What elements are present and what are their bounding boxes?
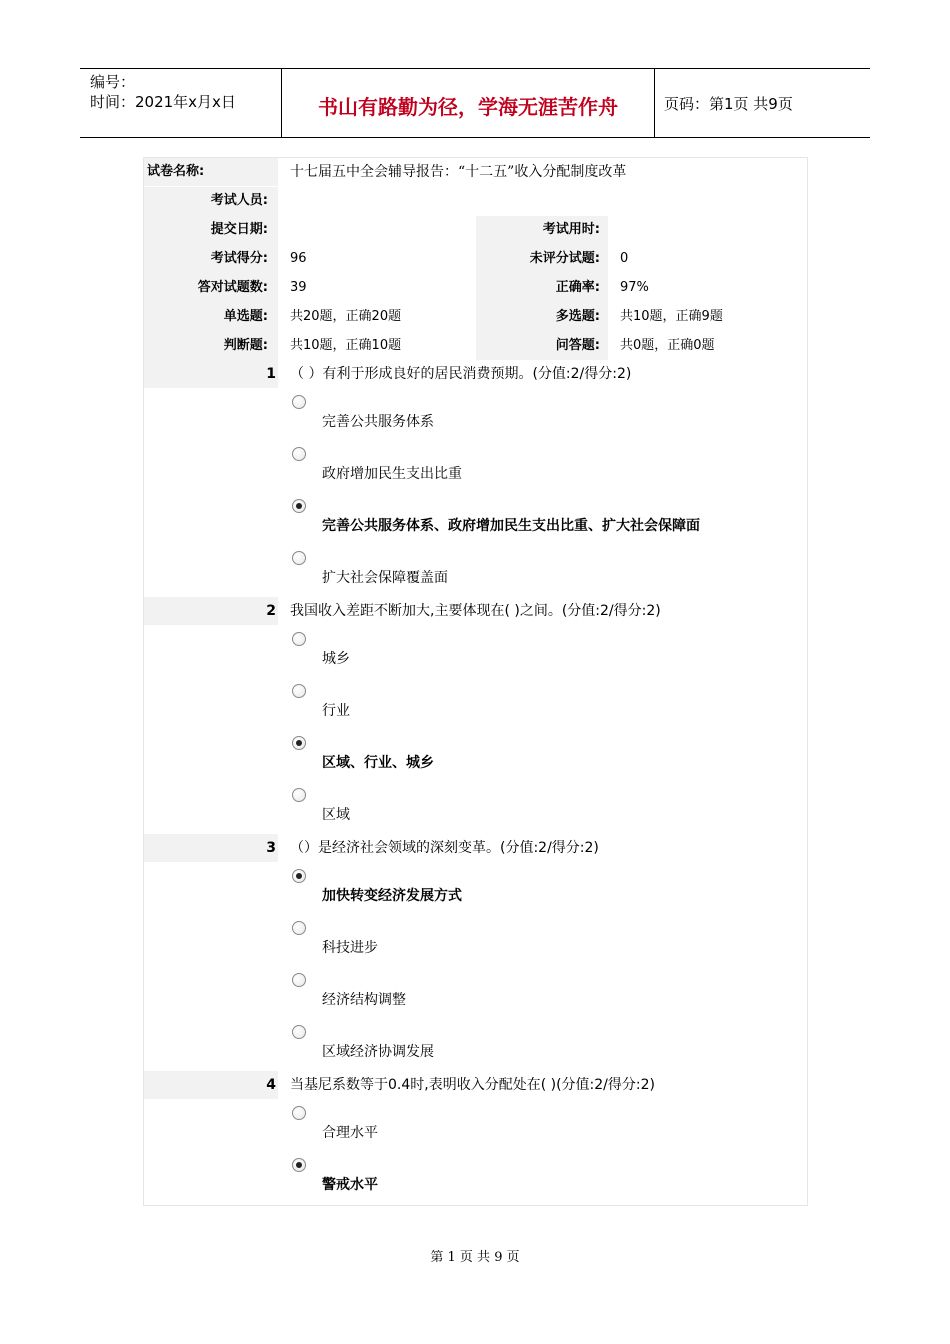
radio-button[interactable] (292, 788, 306, 802)
radio-button-selected[interactable] (292, 736, 306, 750)
option-label: 政府增加民生支出比重 (322, 466, 462, 482)
radio-button[interactable] (292, 1106, 306, 1120)
option-label: 城乡 (322, 651, 350, 667)
option-label: 经济结构调整 (322, 992, 406, 1008)
header-motto-cell (282, 69, 655, 137)
option-label: 扩大社会保障覆盖面 (322, 570, 448, 586)
qa-label: 问答题: (555, 338, 600, 353)
question-number: 1 (266, 366, 276, 382)
accuracy-value: 97% (620, 280, 649, 295)
radio-button[interactable] (292, 632, 306, 646)
score-value: 96 (290, 251, 307, 266)
correct-count-label: 答对试题数: (197, 280, 268, 295)
option-label: 科技进步 (322, 940, 378, 956)
correct-count-value: 39 (290, 280, 307, 295)
radio-button[interactable] (292, 551, 306, 565)
question-text: 当基尼系数等于0.4时,表明收入分配处在( )(分值:2/得分:2) (290, 1077, 655, 1093)
page-footer: 第 1 页 共 9 页 (430, 1250, 520, 1265)
question-text: 我国收入差距不断加大,主要体现在( )之间。(分值:2/得分:2) (290, 603, 661, 619)
radio-button[interactable] (292, 973, 306, 987)
exam-result-panel (143, 157, 808, 1206)
motto: 书山有路勤为径，学海无涯苦作舟 (318, 95, 618, 119)
option-label: 行业 (322, 703, 350, 719)
page-info: 页码：第1页 共9页 (664, 95, 793, 113)
single-choice-label: 单选题: (223, 309, 268, 324)
page-header (80, 68, 870, 138)
radio-button[interactable] (292, 395, 306, 409)
option-label: 区域经济协调发展 (322, 1044, 434, 1060)
option-label: 完善公共服务体系 (322, 414, 434, 430)
question-number: 2 (266, 603, 276, 619)
option-label-selected: 加快转变经济发展方式 (322, 888, 462, 904)
exam-name-label: 试卷名称: (147, 164, 205, 179)
header-page-cell (655, 69, 870, 137)
multi-choice-value: 共10题，正确9题 (620, 309, 723, 324)
option-label-selected: 完善公共服务体系、政府增加民生支出比重、扩大社会保障面 (322, 518, 700, 534)
ungraded-value: 0 (620, 251, 629, 266)
score-label: 考试得分: (210, 251, 268, 266)
exam-person-label: 考试人员: (210, 193, 268, 208)
ungraded-label: 未评分试题: (529, 251, 600, 266)
submit-date-label: 提交日期: (210, 222, 268, 237)
option-label: 合理水平 (322, 1125, 378, 1141)
radio-button[interactable] (292, 684, 306, 698)
multi-choice-label: 多选题: (555, 309, 600, 324)
radio-button[interactable] (292, 447, 306, 461)
radio-button-selected[interactable] (292, 869, 306, 883)
qa-value: 共0题，正确0题 (620, 338, 715, 353)
accuracy-label: 正确率: (555, 280, 600, 295)
exam-time-label: 考试用时: (542, 222, 600, 237)
question-number: 3 (266, 840, 276, 856)
exam-name-row (144, 158, 807, 186)
serial-label: 编号： (90, 73, 136, 91)
radio-button-selected[interactable] (292, 1158, 306, 1172)
exam-name-value: 十七届五中全会辅导报告：“十二五”收入分配制度改革 (290, 164, 627, 180)
date-label: 时间：2021年x月x日 (90, 93, 236, 111)
question-text: （ ）有利于形成良好的居民消费预期。(分值:2/得分:2) (290, 366, 632, 382)
question-text: （）是经济社会领域的深刻变革。(分值:2/得分:2) (290, 840, 599, 856)
true-false-label: 判断题: (223, 338, 268, 353)
option-label-selected: 警戒水平 (322, 1177, 378, 1193)
radio-button[interactable] (292, 1025, 306, 1039)
header-meta-cell (80, 69, 282, 137)
radio-button[interactable] (292, 921, 306, 935)
true-false-value: 共10题，正确10题 (290, 338, 402, 353)
option-label: 区域 (322, 807, 350, 823)
radio-button-selected[interactable] (292, 499, 306, 513)
option-label-selected: 区域、行业、城乡 (322, 755, 434, 771)
question-number: 4 (266, 1077, 276, 1093)
single-choice-value: 共20题，正确20题 (290, 309, 402, 324)
